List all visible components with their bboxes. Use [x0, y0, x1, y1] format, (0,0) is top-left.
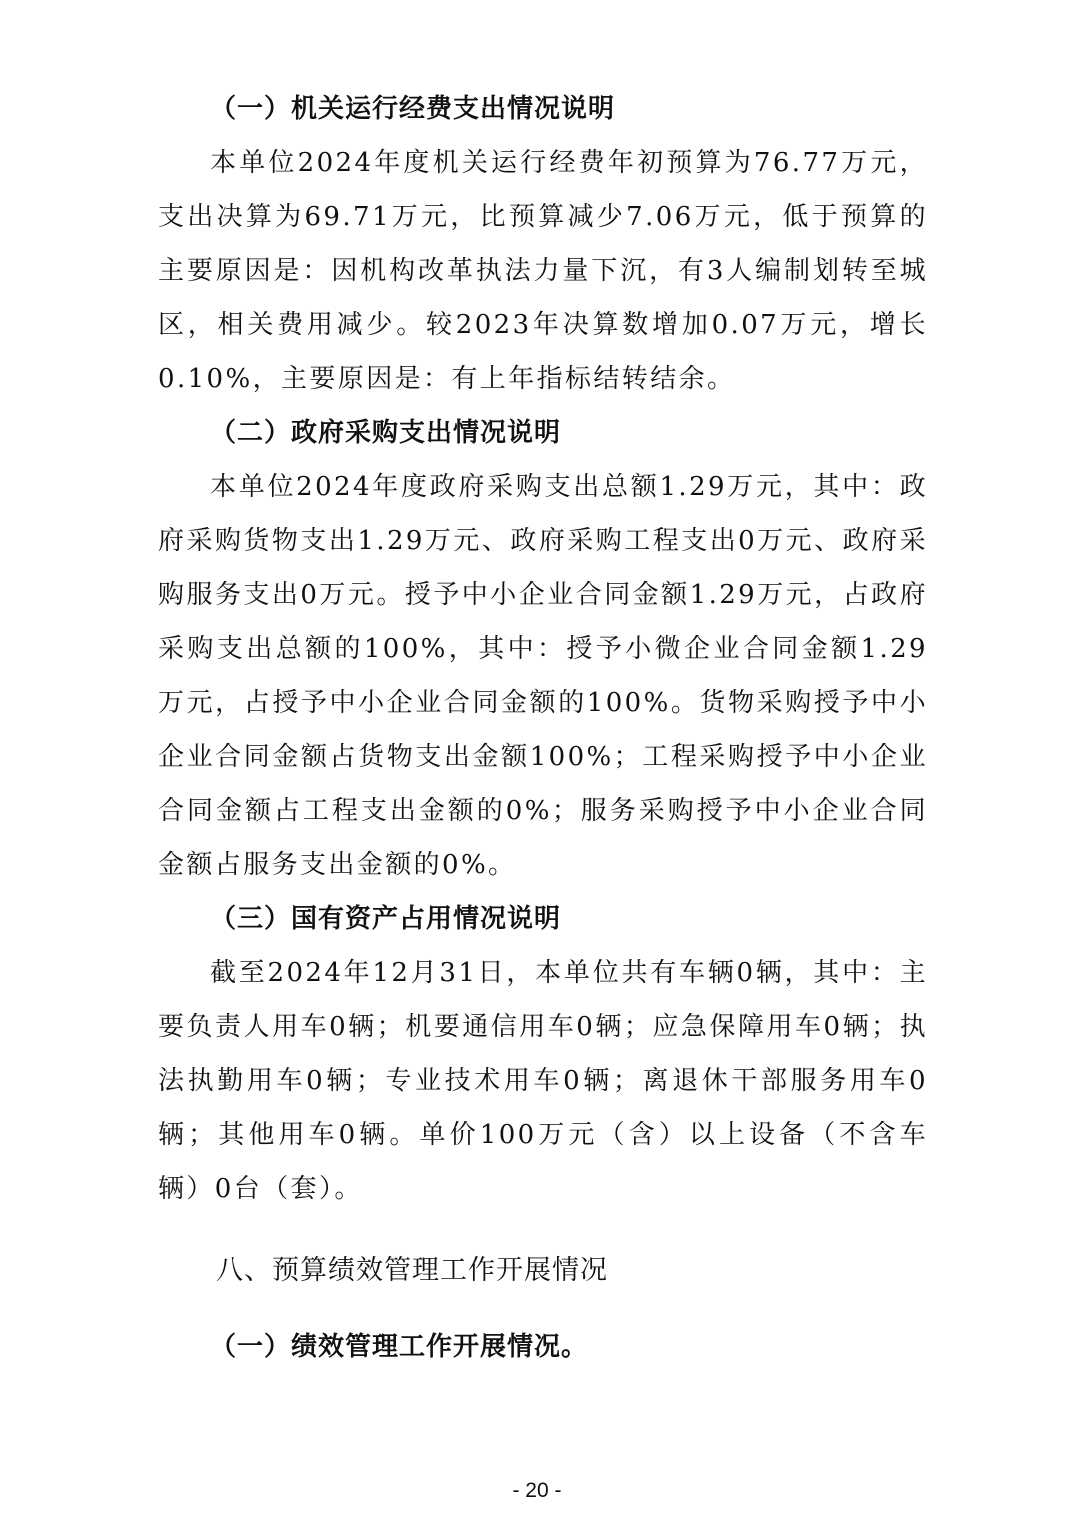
section-heading-performance-work: （一）绩效管理工作开展情况。 [210, 1332, 589, 1362]
paragraph-running-costs: 本单位2024年度机关运行经费年初预算为76.77万元，支出决算为69.71万元，比预算减少7.06万元，低于预算的主要原因是：因机构改革执法力量下沉，有3人编制划转至城区，相关费用减少。较2023年决算数增加0.07万元，增长0.10%，主要原因是：有上年指标结转结余。 [158, 148, 928, 394]
page-number: - 20 - [512, 1479, 562, 1502]
spacer [158, 1216, 928, 1244]
paragraph-state-assets: 截至2024年12月31日，本单位共有车辆0辆，其中：主要负责人用车0辆；机要通信用车0辆；应急保障用车0辆；执法执勤用车0辆；专业技术用车0辆；离退休干部服务用车0辆；其他用车0辆。单价100万元（含）以上设备（不含车辆）0台（套）。 [158, 958, 928, 1204]
section-heading-state-assets: （三）国有资产占用情况说明 [210, 904, 562, 934]
section-heading-government-procurement: （二）政府采购支出情况说明 [210, 418, 562, 448]
chapter-heading-performance-management: 八、预算绩效管理工作开展情况 [216, 1255, 608, 1286]
section-heading-running-costs: （一）机关运行经费支出情况说明 [210, 94, 616, 124]
spacer [158, 1298, 928, 1320]
paragraph-government-procurement: 本单位2024年度政府采购支出总额1.29万元，其中：政府采购货物支出1.29万元、政府采购工程支出0万元、政府采购服务支出0万元。授予中小企业合同金额1.29万元，占政府采购支出总额的100%，其中：授予小微企业合同金额1.29万元，占授予中小企业合同金额的100%。货物采购授予中小企业合同金额占货物支出金额100%；工程采购授予中小企业合同金额占工程支出金额的0%；服务采购授予中小企业合同金额占服务支出金额的0%。 [158, 472, 928, 880]
page-content [158, 82, 928, 1374]
